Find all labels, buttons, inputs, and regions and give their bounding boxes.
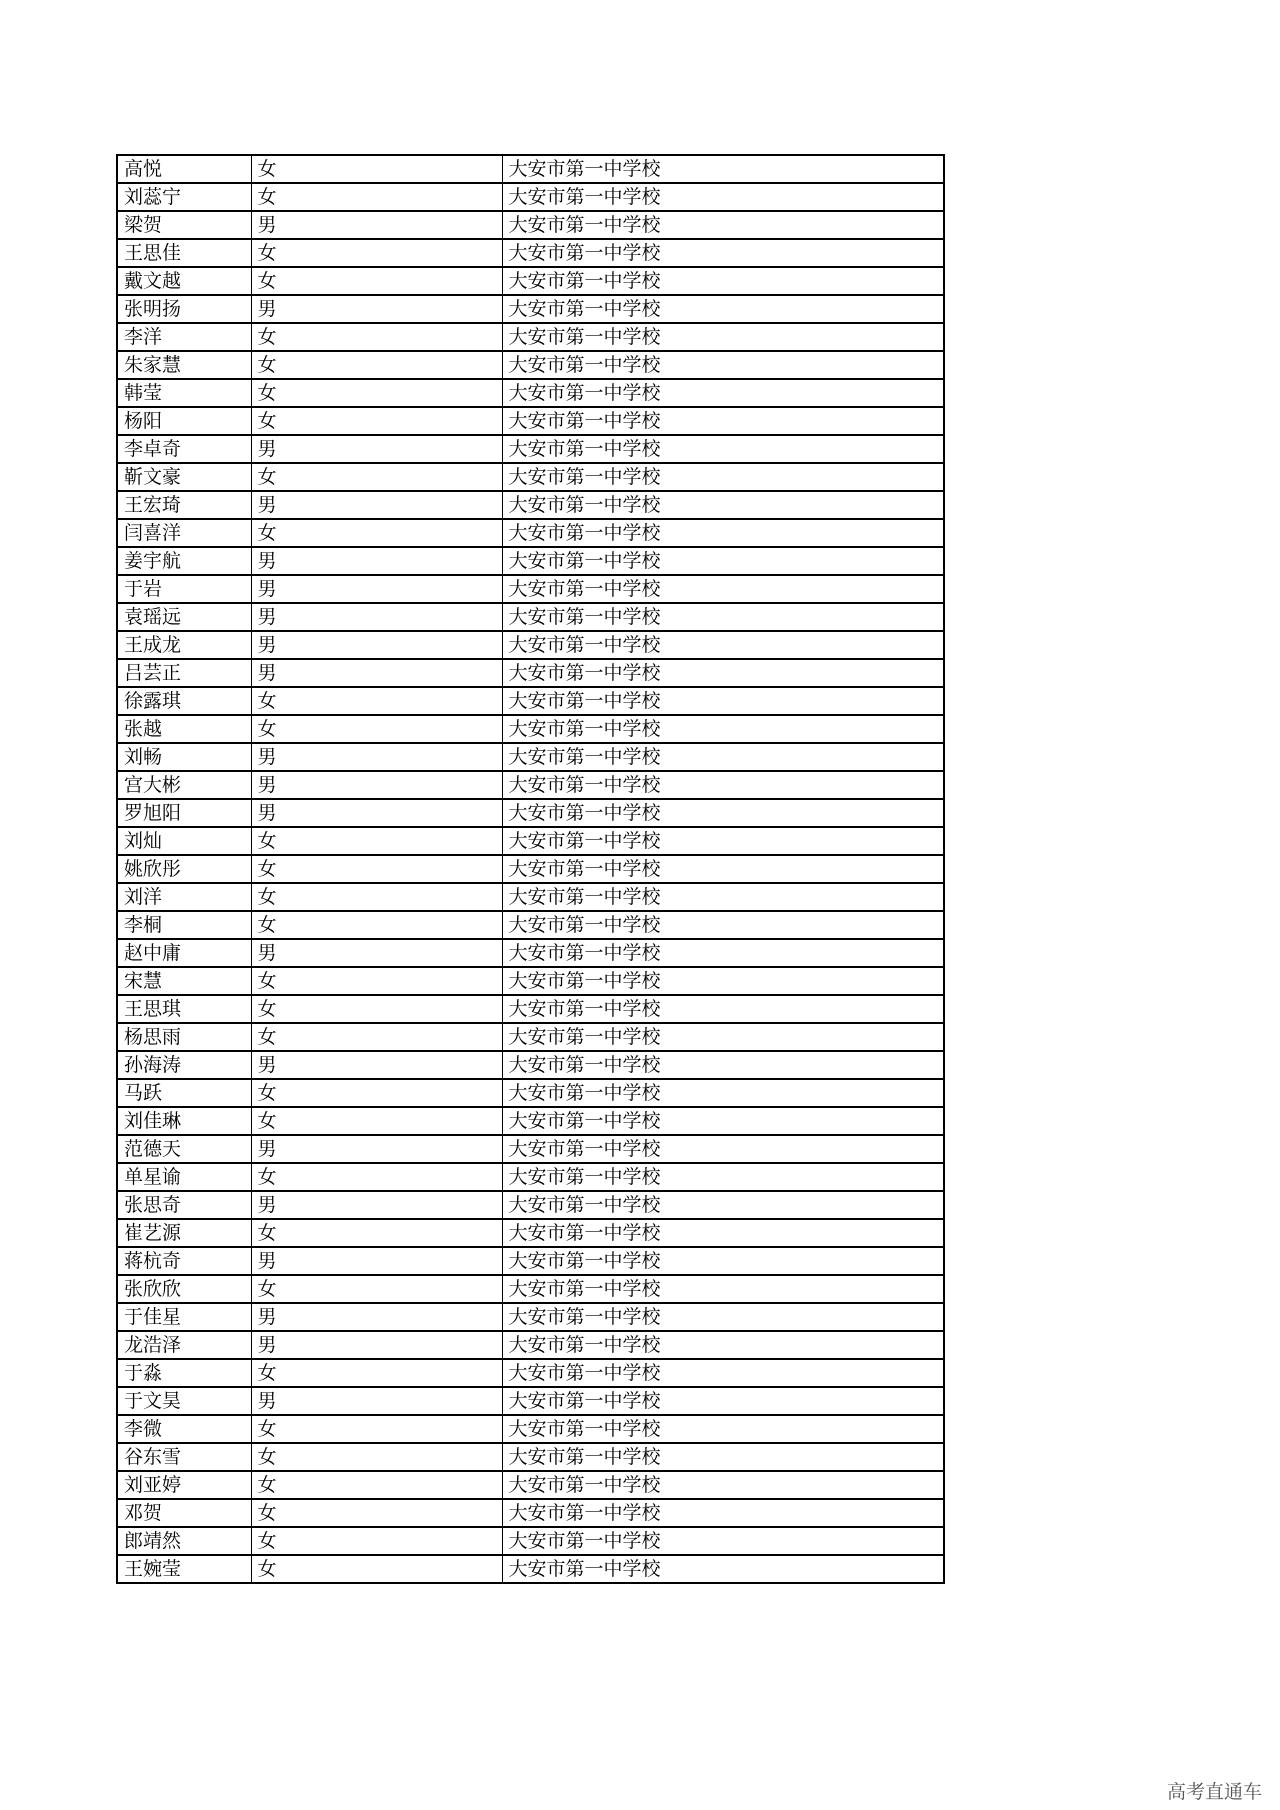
school-cell: 大安市第一中学校	[502, 939, 944, 967]
student-name-cell: 张欣欣	[117, 1275, 251, 1303]
table-row	[117, 1527, 944, 1555]
gender-cell: 女	[251, 1275, 502, 1303]
school-cell: 大安市第一中学校	[502, 967, 944, 995]
student-name-cell: 邓贺	[117, 1499, 251, 1527]
gender-cell: 女	[251, 239, 502, 267]
table-row	[117, 239, 944, 267]
student-name-cell: 范德天	[117, 1135, 251, 1163]
table-row	[117, 631, 944, 659]
student-name-cell: 张明扬	[117, 295, 251, 323]
gender-cell: 女	[251, 1219, 502, 1247]
school-cell: 大安市第一中学校	[502, 1275, 944, 1303]
table-row	[117, 911, 944, 939]
school-cell: 大安市第一中学校	[502, 407, 944, 435]
student-name-cell: 杨思雨	[117, 1023, 251, 1051]
gender-cell: 女	[251, 155, 502, 183]
student-name-cell: 刘佳琳	[117, 1107, 251, 1135]
gender-cell: 女	[251, 1471, 502, 1499]
table-row	[117, 715, 944, 743]
table-row	[117, 491, 944, 519]
gender-cell: 女	[251, 1163, 502, 1191]
school-cell: 大安市第一中学校	[502, 379, 944, 407]
table-row	[117, 687, 944, 715]
gender-cell: 男	[251, 1331, 502, 1359]
student-name-cell: 宋慧	[117, 967, 251, 995]
student-name-cell: 崔艺源	[117, 1219, 251, 1247]
school-cell: 大安市第一中学校	[502, 1303, 944, 1331]
school-cell: 大安市第一中学校	[502, 351, 944, 379]
table-row	[117, 603, 944, 631]
school-cell: 大安市第一中学校	[502, 911, 944, 939]
table-row	[117, 435, 944, 463]
table-row	[117, 1163, 944, 1191]
table-row	[117, 1247, 944, 1275]
student-name-cell: 李微	[117, 1415, 251, 1443]
school-cell: 大安市第一中学校	[502, 1247, 944, 1275]
table-row	[117, 519, 944, 547]
school-cell: 大安市第一中学校	[502, 603, 944, 631]
table-row	[117, 155, 944, 183]
student-name-cell: 王宏琦	[117, 491, 251, 519]
school-cell: 大安市第一中学校	[502, 631, 944, 659]
school-cell: 大安市第一中学校	[502, 323, 944, 351]
student-roster-table	[116, 154, 945, 1584]
student-name-cell: 闫喜洋	[117, 519, 251, 547]
student-name-cell: 李洋	[117, 323, 251, 351]
table-row	[117, 547, 944, 575]
gender-cell: 女	[251, 351, 502, 379]
table-row	[117, 1023, 944, 1051]
student-name-cell: 刘洋	[117, 883, 251, 911]
gender-cell: 女	[251, 1527, 502, 1555]
student-name-cell: 姜宇航	[117, 547, 251, 575]
gender-cell: 女	[251, 1107, 502, 1135]
school-cell: 大安市第一中学校	[502, 1555, 944, 1583]
gender-cell: 男	[251, 1387, 502, 1415]
student-name-cell: 梁贺	[117, 211, 251, 239]
table-row	[117, 379, 944, 407]
school-cell: 大安市第一中学校	[502, 995, 944, 1023]
table-row	[117, 967, 944, 995]
gender-cell: 女	[251, 687, 502, 715]
school-cell: 大安市第一中学校	[502, 827, 944, 855]
table-row	[117, 323, 944, 351]
table-row	[117, 799, 944, 827]
student-name-cell: 李桐	[117, 911, 251, 939]
table-row	[117, 1359, 944, 1387]
gender-cell: 男	[251, 435, 502, 463]
table-row	[117, 351, 944, 379]
gender-cell: 女	[251, 995, 502, 1023]
school-cell: 大安市第一中学校	[502, 155, 944, 183]
gender-cell: 男	[251, 1303, 502, 1331]
table-row	[117, 659, 944, 687]
gender-cell: 男	[251, 491, 502, 519]
student-name-cell: 王思琪	[117, 995, 251, 1023]
gender-cell: 女	[251, 967, 502, 995]
table-row	[117, 1471, 944, 1499]
table-row	[117, 407, 944, 435]
gender-cell: 女	[251, 1415, 502, 1443]
gender-cell: 女	[251, 407, 502, 435]
gender-cell: 男	[251, 771, 502, 799]
table-row	[117, 771, 944, 799]
school-cell: 大安市第一中学校	[502, 463, 944, 491]
student-name-cell: 谷东雪	[117, 1443, 251, 1471]
school-cell: 大安市第一中学校	[502, 239, 944, 267]
school-cell: 大安市第一中学校	[502, 1051, 944, 1079]
gender-cell: 女	[251, 1443, 502, 1471]
school-cell: 大安市第一中学校	[502, 491, 944, 519]
gender-cell: 女	[251, 183, 502, 211]
table-row	[117, 1415, 944, 1443]
school-cell: 大安市第一中学校	[502, 211, 944, 239]
school-cell: 大安市第一中学校	[502, 1079, 944, 1107]
table-row	[117, 995, 944, 1023]
school-cell: 大安市第一中学校	[502, 659, 944, 687]
student-name-cell: 张越	[117, 715, 251, 743]
student-name-cell: 韩莹	[117, 379, 251, 407]
school-cell: 大安市第一中学校	[502, 1163, 944, 1191]
school-cell: 大安市第一中学校	[502, 1527, 944, 1555]
school-cell: 大安市第一中学校	[502, 1471, 944, 1499]
student-name-cell: 刘亚婷	[117, 1471, 251, 1499]
school-cell: 大安市第一中学校	[502, 295, 944, 323]
table-row	[117, 1191, 944, 1219]
student-name-cell: 李卓奇	[117, 435, 251, 463]
school-cell: 大安市第一中学校	[502, 715, 944, 743]
school-cell: 大安市第一中学校	[502, 1135, 944, 1163]
gender-cell: 女	[251, 715, 502, 743]
gender-cell: 男	[251, 1247, 502, 1275]
school-cell: 大安市第一中学校	[502, 1219, 944, 1247]
student-name-cell: 高悦	[117, 155, 251, 183]
table-row	[117, 883, 944, 911]
school-cell: 大安市第一中学校	[502, 547, 944, 575]
gender-cell: 男	[251, 939, 502, 967]
school-cell: 大安市第一中学校	[502, 1443, 944, 1471]
school-cell: 大安市第一中学校	[502, 519, 944, 547]
table-row	[117, 183, 944, 211]
gender-cell: 男	[251, 799, 502, 827]
table-row	[117, 939, 944, 967]
student-name-cell: 袁瑶远	[117, 603, 251, 631]
gender-cell: 男	[251, 1135, 502, 1163]
gender-cell: 男	[251, 659, 502, 687]
school-cell: 大安市第一中学校	[502, 883, 944, 911]
student-name-cell: 徐露琪	[117, 687, 251, 715]
student-name-cell: 孙海涛	[117, 1051, 251, 1079]
table-row	[117, 1051, 944, 1079]
student-name-cell: 郎靖然	[117, 1527, 251, 1555]
gender-cell: 女	[251, 1359, 502, 1387]
table-row	[117, 463, 944, 491]
student-name-cell: 于佳星	[117, 1303, 251, 1331]
table-row	[117, 1303, 944, 1331]
gender-cell: 女	[251, 267, 502, 295]
table-row	[117, 1555, 944, 1583]
student-name-cell: 朱家慧	[117, 351, 251, 379]
gender-cell: 男	[251, 743, 502, 771]
student-name-cell: 于淼	[117, 1359, 251, 1387]
table-row	[117, 855, 944, 883]
gender-cell: 女	[251, 323, 502, 351]
student-name-cell: 戴文越	[117, 267, 251, 295]
table-row	[117, 743, 944, 771]
student-name-cell: 王成龙	[117, 631, 251, 659]
student-name-cell: 王婉莹	[117, 1555, 251, 1583]
student-name-cell: 杨阳	[117, 407, 251, 435]
table-row	[117, 1387, 944, 1415]
school-cell: 大安市第一中学校	[502, 183, 944, 211]
gender-cell: 男	[251, 547, 502, 575]
student-name-cell: 蒋杭奇	[117, 1247, 251, 1275]
school-cell: 大安市第一中学校	[502, 435, 944, 463]
gender-cell: 男	[251, 575, 502, 603]
school-cell: 大安市第一中学校	[502, 1387, 944, 1415]
school-cell: 大安市第一中学校	[502, 771, 944, 799]
gender-cell: 女	[251, 1079, 502, 1107]
gender-cell: 男	[251, 603, 502, 631]
school-cell: 大安市第一中学校	[502, 855, 944, 883]
student-name-cell: 张思奇	[117, 1191, 251, 1219]
gender-cell: 女	[251, 463, 502, 491]
gender-cell: 男	[251, 1191, 502, 1219]
gender-cell: 女	[251, 911, 502, 939]
student-name-cell: 赵中庸	[117, 939, 251, 967]
school-cell: 大安市第一中学校	[502, 575, 944, 603]
watermark-text: 高考直通车	[1166, 1781, 1262, 1803]
gender-cell: 女	[251, 1499, 502, 1527]
student-name-cell: 刘畅	[117, 743, 251, 771]
student-name-cell: 马跃	[117, 1079, 251, 1107]
gender-cell: 男	[251, 631, 502, 659]
table-row	[117, 827, 944, 855]
student-name-cell: 于文昊	[117, 1387, 251, 1415]
student-name-cell: 王思佳	[117, 239, 251, 267]
gender-cell: 女	[251, 883, 502, 911]
roster-body	[117, 155, 944, 1583]
table-row	[117, 1079, 944, 1107]
gender-cell: 男	[251, 295, 502, 323]
school-cell: 大安市第一中学校	[502, 1359, 944, 1387]
table-row	[117, 1135, 944, 1163]
gender-cell: 女	[251, 379, 502, 407]
school-cell: 大安市第一中学校	[502, 1415, 944, 1443]
student-name-cell: 于岩	[117, 575, 251, 603]
school-cell: 大安市第一中学校	[502, 1023, 944, 1051]
student-name-cell: 刘灿	[117, 827, 251, 855]
table-row	[117, 267, 944, 295]
school-cell: 大安市第一中学校	[502, 687, 944, 715]
school-cell: 大安市第一中学校	[502, 1499, 944, 1527]
student-name-cell: 姚欣彤	[117, 855, 251, 883]
student-name-cell: 单星谕	[117, 1163, 251, 1191]
table-row	[117, 1499, 944, 1527]
table-row	[117, 211, 944, 239]
student-name-cell: 靳文豪	[117, 463, 251, 491]
gender-cell: 男	[251, 1051, 502, 1079]
table-row	[117, 1443, 944, 1471]
school-cell: 大安市第一中学校	[502, 743, 944, 771]
student-name-cell: 刘蕊宁	[117, 183, 251, 211]
school-cell: 大安市第一中学校	[502, 1191, 944, 1219]
gender-cell: 女	[251, 855, 502, 883]
student-name-cell: 罗旭阳	[117, 799, 251, 827]
student-name-cell: 吕芸正	[117, 659, 251, 687]
table-row	[117, 1219, 944, 1247]
school-cell: 大安市第一中学校	[502, 1331, 944, 1359]
school-cell: 大安市第一中学校	[502, 799, 944, 827]
table-row	[117, 1107, 944, 1135]
gender-cell: 女	[251, 519, 502, 547]
gender-cell: 女	[251, 1023, 502, 1051]
gender-cell: 女	[251, 1555, 502, 1583]
table-row	[117, 295, 944, 323]
table-row	[117, 1275, 944, 1303]
table-row	[117, 575, 944, 603]
student-name-cell: 宫大彬	[117, 771, 251, 799]
school-cell: 大安市第一中学校	[502, 1107, 944, 1135]
gender-cell: 女	[251, 827, 502, 855]
gender-cell: 男	[251, 211, 502, 239]
school-cell: 大安市第一中学校	[502, 267, 944, 295]
student-name-cell: 龙浩泽	[117, 1331, 251, 1359]
table-row	[117, 1331, 944, 1359]
